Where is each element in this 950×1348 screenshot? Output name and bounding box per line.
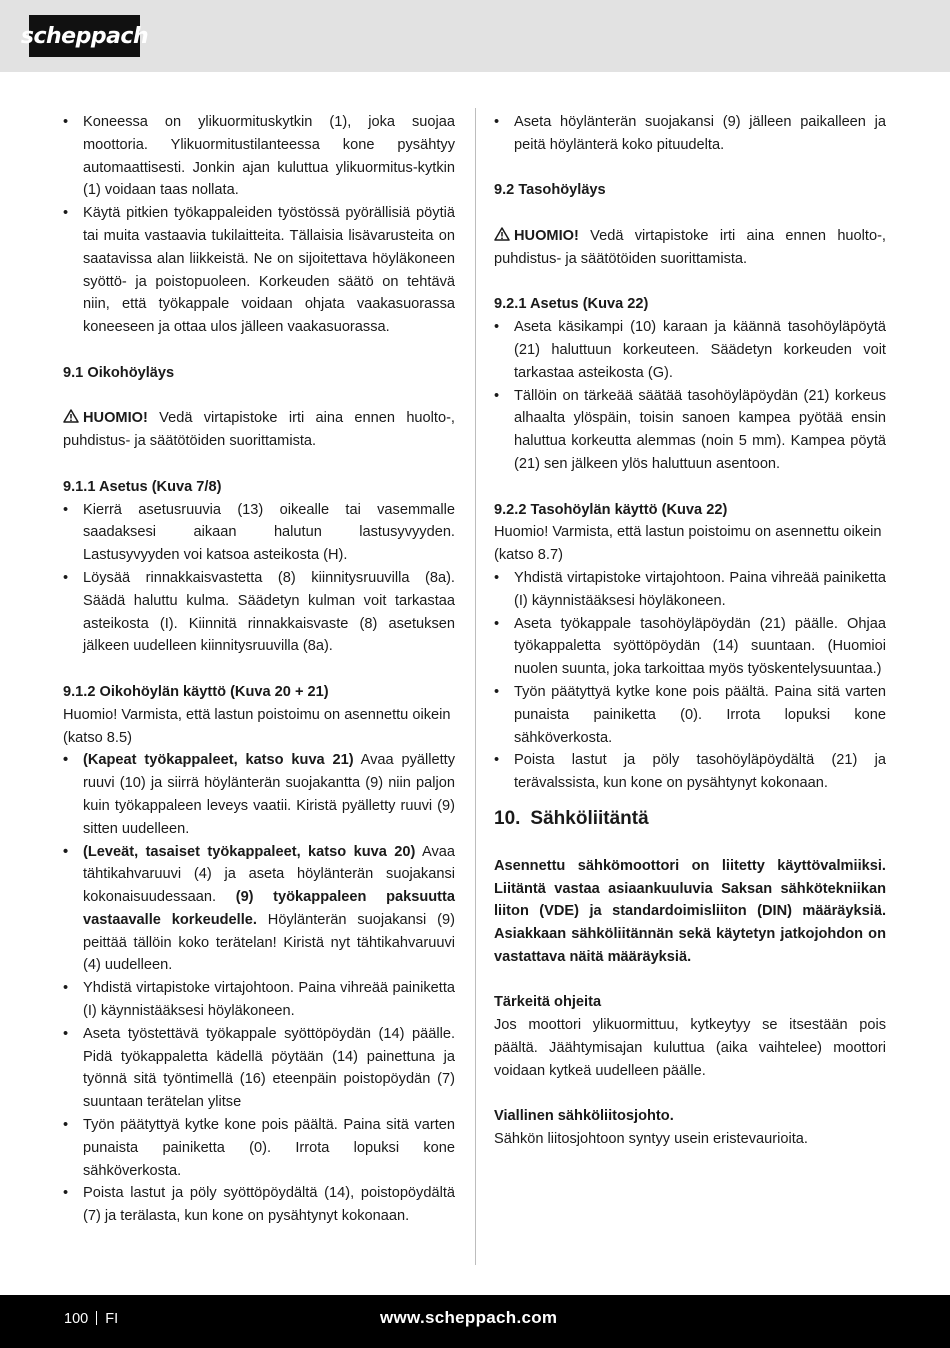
- section-heading-9-1: 9.1 Oikohöyläys: [63, 364, 175, 381]
- list-item: • (Kapeat työkappaleet, katso kuva 21) Avaa pyälletty ruuvi (10) ja siirrä höylänterän suojakantta (9) niin paljon kuin työkappaleen leveys vaatii. Kiristä pyälletty ruuvi (9) sitten uudelleen.: [63, 749, 455, 840]
- list-item: • Löysää rinnakkaisvastetta (8) kiinnitysruuvilla (8a). Säädä haluttu kulma. Säädetyn kulman voit tarkastaa asteikosta (I). Kiinnitä rinnakkaisvaste (8) asetuksen jälkeen uudelleen kiinnitysruuvilla (8a).: [63, 567, 455, 658]
- warning-paragraph: [494, 225, 886, 271]
- top-bullet-list: [494, 111, 886, 157]
- website-link[interactable]: www.scheppach.com: [380, 1308, 558, 1327]
- bullet-list-9-1-1: [63, 499, 455, 659]
- list-item: • Aseta höylänterän suojakansi (9) jälleen paikalleen ja peitä höylänterä koko pituudelta.: [494, 111, 886, 157]
- list-item: • Aseta käsikampi (10) karaan ja käännä tasohöyläpöytä (21) haluttuun korkeuteen. Säädetyn korkeuden voit tarkastaa asteikosta (G).: [494, 316, 886, 384]
- bullet-list-9-2-1: [494, 316, 886, 476]
- list-item: • Käytä pitkien työkappaleiden työstössä pyörällisiä pöytiä tai muita vastaavia tukilaitteita. Tällaisia lisävarusteita on saatavissa alan liikkeistä. Ne on sijoitettava höyläkoneen syöttö- ja poistopuoleen. Korkeuden säätö on tehtävä niin, että työkappale voidaan ohjata vaakasuorassa koneeseen ja ottaa ulos jälleen vaakasuorassa.: [63, 202, 455, 339]
- list-item: • Aseta työkappale tasohöyläpöydän (21) päälle. Ohjaa työkappaletta syöttöpöydän (14) suuntaan. (Huomioi nuolen suunta, joka tarkoittaa myös työskentelysuuntaa.): [494, 613, 886, 681]
- list-item: • Yhdistä virtapistoke virtajohtoon. Paina vihreää painiketta (I) käynnistääksesi höyläkoneen.: [494, 567, 886, 613]
- list-item: • Työn päätyttyä kytke kone pois päältä. Paina sitä varten punaista painiketta (0). Irrota lopuksi kone sähköverkosta.: [494, 681, 886, 749]
- list-item: • Kierrä asetusruuvia (13) oikealle tai vasemmalle saadaksesi aikaan halutun lastusyvyyden. Lastusyvyyden voi katsoa asteikosta (H).: [63, 499, 455, 567]
- language-code: FI: [105, 1311, 119, 1327]
- scheppach-logo: scheppach: [29, 15, 140, 57]
- bold-lead: (Leveät, tasaiset työkappaleet, katso kuva 20): [83, 843, 416, 860]
- right-column: [494, 111, 886, 1151]
- faulty-cable-text: Sähkön liitosjohtoon syntyy usein eristevaurioita.: [494, 1131, 808, 1148]
- section-number: 10.: [494, 807, 521, 829]
- list-item: • Poista lastut ja pöly syöttöpöydältä (14), poistopöydältä (7) ja terälasta, kun kone on pysähtynyt kokonaan.: [63, 1182, 455, 1228]
- note-paragraph: Huomio! Varmista, että lastun poistoimu on asennettu oikein (katso 8.7): [494, 524, 882, 564]
- important-notes-heading: Tärkeitä ohjeita: [494, 994, 602, 1011]
- list-item: • Työn päätyttyä kytke kone pois päältä. Paina sitä varten punaista painiketta (0). Irrota lopuksi kone sähköverkosta.: [63, 1114, 455, 1182]
- warning-triangle-icon: [63, 409, 79, 423]
- column-divider: [475, 108, 476, 1265]
- page-footer: [0, 1295, 950, 1348]
- list-item: • Yhdistä virtapistoke virtajohtoon. Paina vihreää painiketta (I) käynnistääksesi höyläkoneen.: [63, 977, 455, 1023]
- list-item: • (Leveät, tasaiset työkappaleet, katso kuva 20) Avaa tähtikahvaruuvi (4) ja aseta höylänterän suojakansi kokonaisuudessaan. (9) työkappaleen paksuutta vastaavalle korkeudelle. Höylänterän suojakansi (9) peittää tällöin koko terätelan! Kiristä nyt tähtikahvaruuvi (4) uudelleen.: [63, 841, 455, 978]
- faulty-cable-heading: Viallinen sähköliitosjohto.: [494, 1108, 674, 1125]
- section-heading-9-1-1: 9.1.1 Asetus (Kuva 7/8): [63, 478, 222, 495]
- section-heading-9-1-2: 9.1.2 Oikohöylän käyttö (Kuva 20 + 21): [63, 683, 329, 700]
- list-item: • Poista lastut ja pöly tasohöyläpöydältä (21) ja terävalssista, kun kone on pysähtynyt kokonaan.: [494, 749, 886, 795]
- bullet-list-9-2-2: [494, 567, 886, 795]
- list-item: • Tällöin on tärkeää säätää tasohöyläpöydän (21) korkeus alhaalta ylöspäin, toisin sanoen kampea pyötää ensin haluttua korkeutta alemmas (noin 5 mm). Kampea pöytä (21) sen jälkeen ylös haluttuun asentoon.: [494, 385, 886, 476]
- intro-bullet-list: [63, 111, 455, 339]
- left-column: [63, 111, 455, 1228]
- note-paragraph: Huomio! Varmista, että lastun poistoimu on asennettu oikein (katso 8.5): [63, 706, 451, 746]
- electrical-connection-paragraph: Asennettu sähkömoottori on liitetty käyttövalmiiksi. Liitäntä vastaa asiaankuuluvia Saksan sähkötekniikan liiton (VDE) ja standardoimisliiton (DIN) määräyksiä. Asiakkaan sähköliitännän sekä käytetyn jatkojohdon on vastattava näitä määräyksiä.: [494, 857, 886, 965]
- warning-triangle-icon: [494, 227, 510, 241]
- section-heading-9-2-2: 9.2.2 Tasohöylän käyttö (Kuva 22): [494, 501, 728, 518]
- important-notes-text: Jos moottori ylikuormittuu, kytkeytyy se itsestään pois päältä. Jäähtymisajan kuluttua (aika vaihtelee) moottori voidaan kytkeä uudelleen päälle.: [494, 1017, 886, 1079]
- list-item: • Aseta työstettävä työkappale syöttöpöydän (14) päälle. Pidä työkappaletta kädellä pöytään (14) painettuna ja työnnä sitä työntimellä (16) eteenpäin poistopöydän (7) suuntaan terätelan ylitse: [63, 1023, 455, 1114]
- page-number: 100 FI: [64, 1311, 119, 1327]
- section-heading-9-2-1: 9.2.1 Asetus (Kuva 22): [494, 296, 649, 313]
- bold-lead: (Kapeat työkappaleet, katso kuva 21): [83, 752, 354, 769]
- warning-text: Vedä virtapistoke irti aina ennen huolto-, puhdistus- ja säätötöiden suorittamista.: [494, 227, 886, 267]
- page-header: [0, 0, 950, 72]
- bullet-list-9-1-2: [63, 749, 455, 1228]
- section-title: Sähköliitäntä: [530, 807, 649, 829]
- warning-label: HUOMIO!: [83, 410, 148, 427]
- warning-paragraph: [63, 407, 455, 453]
- warning-label: HUOMIO!: [514, 227, 579, 244]
- list-item: • Koneessa on ylikuormituskytkin (1), joka suojaa moottoria. Ylikuormitustilanteessa kone pysähtyy automaattisesti. Jonkin ajan kuluttua ylikuormitus-kytkin (1) voidaan taas nollata.: [63, 111, 455, 202]
- warning-text: Vedä virtapistoke irti aina ennen huolto-, puhdistus- ja säätötöiden suorittamista.: [63, 410, 455, 450]
- section-heading-10: [494, 806, 886, 832]
- section-heading-9-2: 9.2 Tasohöyläys: [494, 182, 606, 199]
